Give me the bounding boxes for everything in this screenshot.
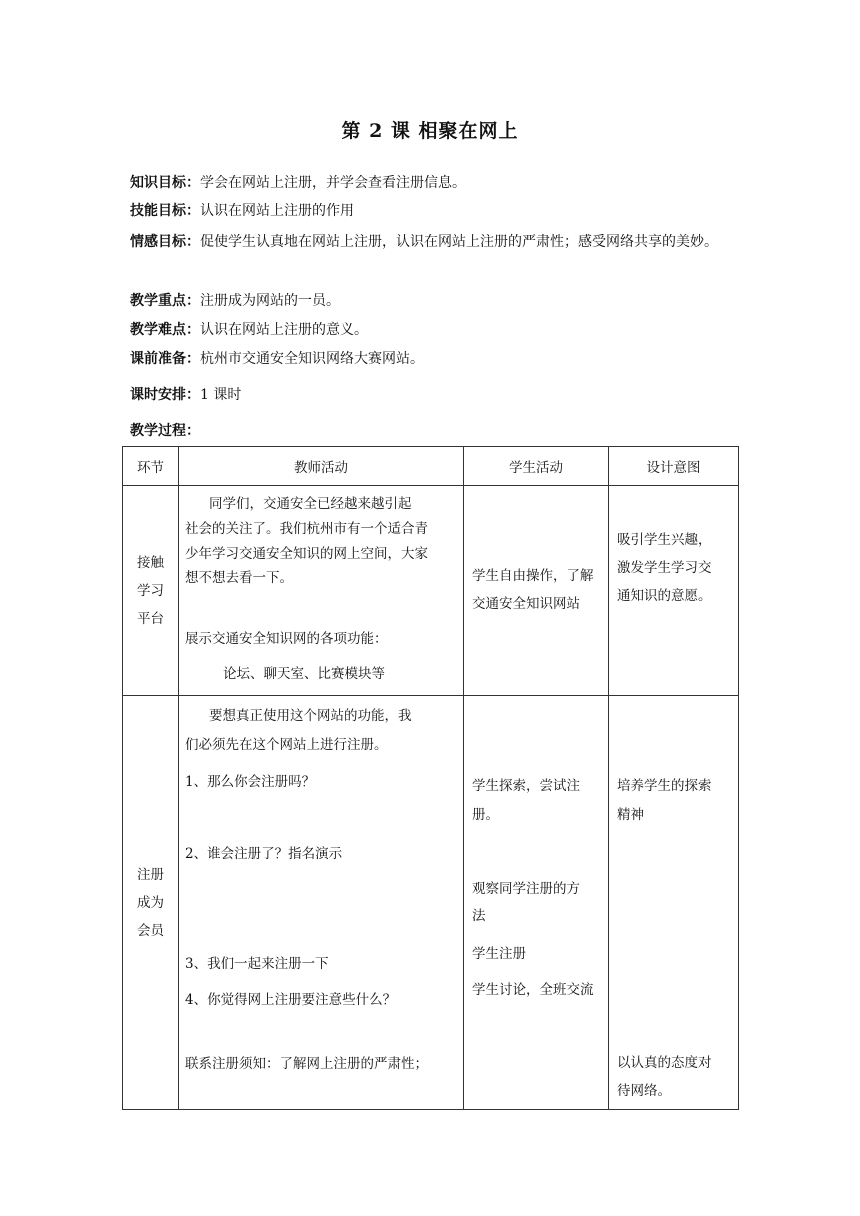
student-text: 学生探索，尝试注 xyxy=(472,778,580,794)
teacher-text: 4、你觉得网上注册要注意些什么？ xyxy=(185,992,397,1008)
objective-text: 杭州市交通安全知识网络大赛网站。 xyxy=(200,351,424,367)
intent-text: 吸引学生兴趣， xyxy=(617,532,712,548)
teacher-text: 想不想去看一下。 xyxy=(185,570,293,586)
objective-text: 认识在网站上注册的意义。 xyxy=(200,322,368,338)
table-header-row xyxy=(123,447,739,486)
teacher-text: 要想真正使用这个网站的功能，我 xyxy=(209,708,412,724)
schedule xyxy=(130,382,740,408)
header-teacher: 教师活动 xyxy=(179,447,464,486)
objective-knowledge xyxy=(130,170,740,196)
student-cell xyxy=(464,486,609,696)
objective-label: 课前准备： xyxy=(130,351,200,367)
teacher-cell xyxy=(179,696,464,1110)
teacher-cell xyxy=(179,486,464,696)
table-row xyxy=(123,696,739,1110)
student-text: 交通安全知识网站 xyxy=(472,596,580,612)
student-text: 册。 xyxy=(472,807,499,823)
objective-text: 促使学生认真地在网站上注册，认识在网站上注册的严肃性；感受网络共享的美妙。 xyxy=(200,234,718,250)
stage-cell xyxy=(123,696,179,1110)
objective-text: 1 课时 xyxy=(200,387,242,403)
objective-emotion xyxy=(130,229,740,255)
objective-label: 教学过程： xyxy=(130,423,200,439)
objective-label: 教学重点： xyxy=(130,293,200,309)
stage-text: 接触 xyxy=(137,554,164,571)
teacher-text: 3、我们一起来注册一下 xyxy=(185,956,329,972)
header-stage: 环节 xyxy=(123,447,179,486)
intent-text: 培养学生的探索 xyxy=(617,778,712,794)
teacher-text: 少年学习交通安全知识的网上空间，大家 xyxy=(185,546,428,562)
stage-text: 会员 xyxy=(137,922,164,939)
objective-text: 学会在网站上注册，并学会查看注册信息。 xyxy=(200,175,466,191)
objective-skill xyxy=(130,198,740,224)
teacher-text: 论坛、聊天室、比赛模块等 xyxy=(223,666,385,682)
stage-cell xyxy=(123,486,179,696)
stage-text: 学习 xyxy=(137,582,164,599)
objective-text: 认识在网站上注册的作用 xyxy=(200,203,354,219)
header-intent: 设计意图 xyxy=(609,447,739,486)
process-heading xyxy=(130,418,740,444)
teacher-text: 展示交通安全知识网的各项功能： xyxy=(185,631,388,647)
objective-label: 情感目标： xyxy=(130,234,200,250)
intent-text: 通知识的意愿。 xyxy=(617,588,712,604)
intent-cell xyxy=(609,696,739,1110)
table-row xyxy=(123,486,739,696)
teacher-text: 2、谁会注册了？指名演示 xyxy=(185,846,343,862)
teacher-text: 联系注册须知：了解网上注册的严肃性； xyxy=(185,1056,428,1072)
intent-text: 激发学生学习交 xyxy=(617,560,712,576)
student-text: 法 xyxy=(472,908,486,924)
page-title: 第 2 课 相聚在网上 xyxy=(341,120,519,142)
lesson-table xyxy=(122,446,739,1110)
teaching-focus xyxy=(130,288,740,314)
objective-label: 教学难点： xyxy=(130,322,200,338)
teacher-text: 1、那么你会注册吗？ xyxy=(185,774,316,790)
intent-text: 以认真的态度对 xyxy=(617,1055,712,1071)
intent-text: 待网络。 xyxy=(617,1083,671,1099)
teacher-text: 同学们，交通安全已经越来越引起 xyxy=(209,496,412,512)
student-text: 学生注册 xyxy=(472,946,526,962)
stage-text: 注册 xyxy=(137,866,164,883)
intent-text: 精神 xyxy=(617,807,644,823)
student-text: 学生讨论，全班交流 xyxy=(472,982,594,998)
objective-label: 技能目标： xyxy=(130,203,200,219)
student-text: 学生自由操作，了解 xyxy=(472,568,594,584)
stage-text: 成为 xyxy=(137,894,164,911)
student-text: 观察同学注册的方 xyxy=(472,881,580,897)
teaching-difficulty xyxy=(130,317,740,343)
intent-cell xyxy=(609,486,739,696)
header-student: 学生活动 xyxy=(464,447,609,486)
objective-label: 知识目标： xyxy=(130,175,200,191)
stage-text: 平台 xyxy=(137,610,164,627)
teacher-text: 社会的关注了。我们杭州市有一个适合青 xyxy=(185,521,428,537)
preparation xyxy=(130,346,740,372)
student-cell xyxy=(464,696,609,1110)
teacher-text: 们必须先在这个网站上进行注册。 xyxy=(185,737,388,753)
objective-text: 注册成为网站的一员。 xyxy=(200,293,340,309)
objective-label: 课时安排： xyxy=(130,387,200,403)
